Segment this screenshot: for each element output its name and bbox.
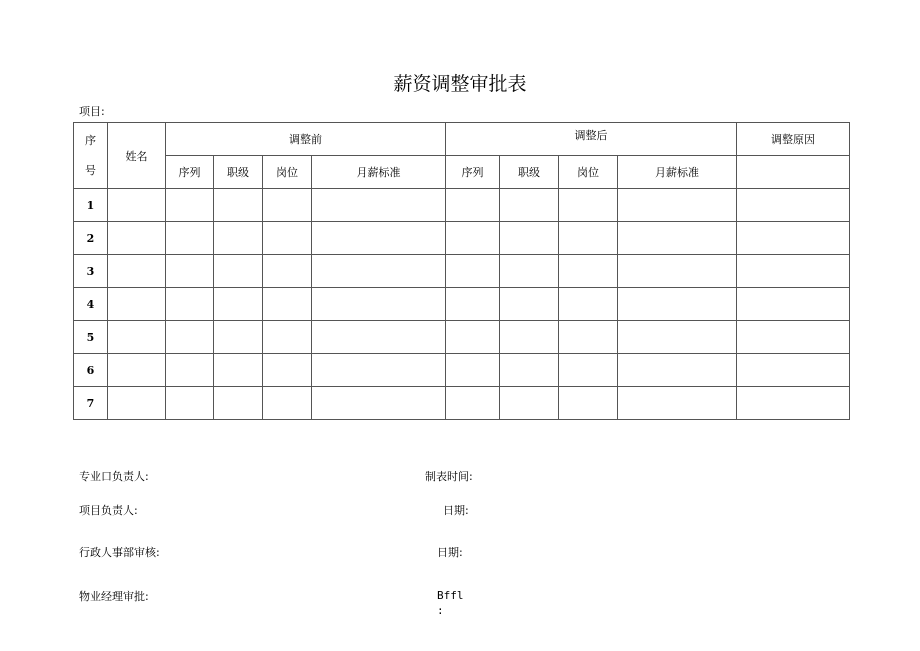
major-head-label: 专业口负责人: — [79, 470, 149, 483]
seq-header — [74, 123, 108, 189]
date-label-2: 日期: — [437, 546, 463, 559]
seq-header-bottom: 号 — [85, 163, 96, 177]
reason-header: 调整原因 — [737, 123, 850, 156]
name-header: 姓名 — [108, 123, 166, 189]
row-number: 7 — [74, 387, 108, 420]
before-header: 调整前 — [166, 123, 446, 156]
table-row — [74, 255, 850, 288]
row-number: 4 — [74, 288, 108, 321]
before-sub-grade: 职级 — [214, 156, 263, 189]
after-sub-sequence: 序列 — [446, 156, 500, 189]
table-row — [74, 354, 850, 387]
row-number: 1 — [74, 189, 108, 222]
row-number: 3 — [74, 255, 108, 288]
table-row — [74, 222, 850, 255]
before-sub-sequence: 序列 — [166, 156, 214, 189]
header-row-1 — [74, 123, 850, 156]
date-label-3-line2: : — [437, 604, 444, 617]
date-label-3 — [437, 588, 464, 618]
after-sub-salary: 月薪标准 — [618, 156, 737, 189]
table-row — [74, 288, 850, 321]
seq-header-top: 序 — [85, 133, 96, 147]
before-sub-position: 岗位 — [263, 156, 312, 189]
row-number: 6 — [74, 354, 108, 387]
before-sub-salary: 月薪标准 — [312, 156, 446, 189]
after-header — [446, 123, 737, 156]
form-title: 薪资调整审批表 — [393, 73, 527, 95]
manager-approve-label: 物业经理审批: — [79, 590, 149, 603]
project-label: 项目: — [79, 105, 105, 118]
header-row-2 — [74, 156, 850, 189]
project-head-label: 项目负责人: — [79, 504, 138, 517]
date-label-3-line1: Bffl — [437, 589, 464, 602]
after-sub-grade: 职级 — [500, 156, 559, 189]
after-header-label: 调整后 — [574, 129, 608, 142]
table-row — [74, 321, 850, 354]
after-sub-position: 岗位 — [559, 156, 618, 189]
hr-review-label: 行政人事部审核: — [79, 546, 160, 559]
row-number: 2 — [74, 222, 108, 255]
table-row — [74, 387, 850, 420]
reason-sub-empty — [737, 156, 850, 189]
salary-adjustment-table — [73, 122, 850, 420]
form-time-label: 制表时间: — [425, 470, 473, 483]
row-number: 5 — [74, 321, 108, 354]
date-label-1: 日期: — [443, 504, 469, 517]
table-row — [74, 189, 850, 222]
